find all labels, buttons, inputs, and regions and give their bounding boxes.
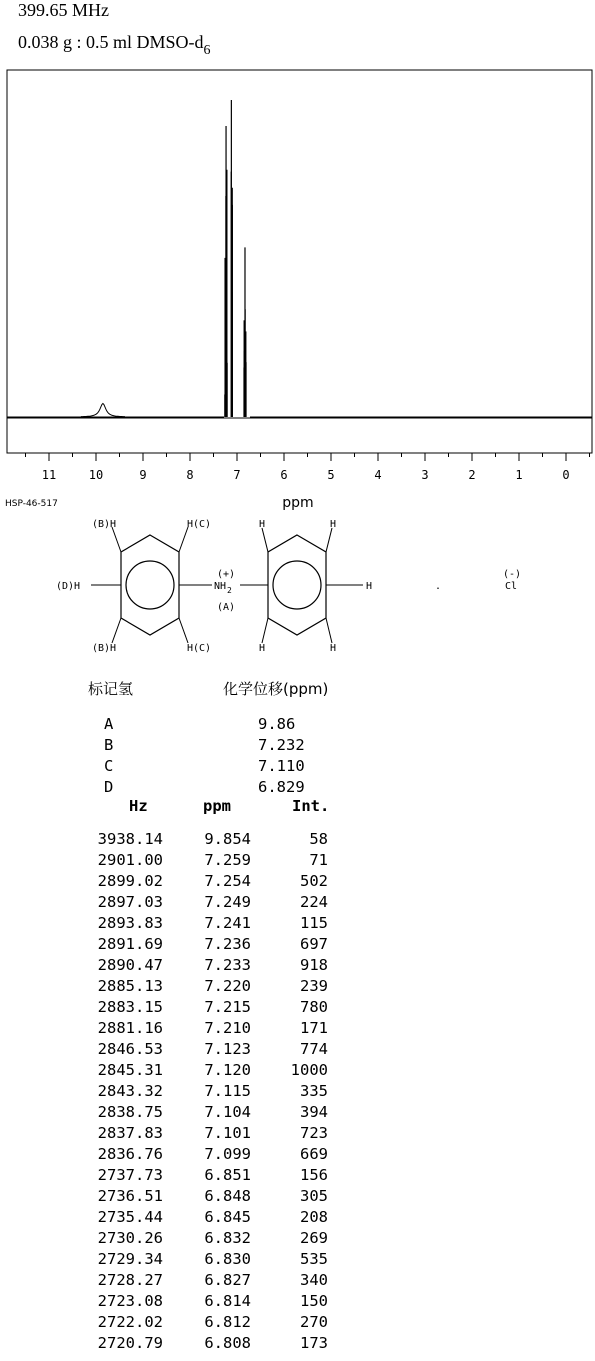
peak-ppm: 9.854: [204, 830, 251, 848]
table-row: [0, 977, 595, 998]
label-h-para: H: [366, 581, 373, 592]
label-c-bottom: H(C): [187, 643, 212, 654]
assignment-shift: 7.110: [258, 757, 305, 775]
bond: [262, 528, 268, 552]
label-cl-charge: (-): [503, 569, 522, 580]
peak-int: 270: [300, 1313, 328, 1331]
assignment-label: B: [104, 736, 114, 754]
peak-hz: 2838.75: [97, 1103, 163, 1121]
table-row: [0, 1145, 595, 1166]
peak-ppm: 7.101: [204, 1124, 251, 1142]
label-d: (D)H: [56, 581, 81, 592]
peak-int: 669: [300, 1145, 328, 1163]
peak-col-ppm: ppm: [203, 797, 231, 815]
peak-int: 173: [300, 1334, 328, 1352]
peak-hz: 2883.15: [97, 998, 163, 1016]
sample-description: [18, 32, 211, 59]
table-row: [0, 1292, 595, 1313]
table-row: [0, 1103, 595, 1124]
table-row: [0, 1082, 595, 1103]
assignment-label: C: [104, 757, 114, 775]
x-tick-label: 10: [88, 468, 104, 482]
peak-ppm: 6.827: [204, 1271, 251, 1289]
label-h-top-left: H: [259, 519, 266, 530]
x-tick-label: 1: [515, 468, 523, 482]
peak-ppm: 7.249: [204, 893, 251, 911]
peak-hz: 2729.34: [97, 1250, 163, 1268]
peak-col-hz: Hz: [129, 797, 148, 815]
assignment-shift: 9.86: [258, 715, 296, 733]
peak-hz: 2843.32: [97, 1082, 163, 1100]
peak-ppm: 7.104: [204, 1103, 251, 1121]
ring-right: [268, 535, 326, 635]
sample-subscript: 6: [203, 43, 211, 58]
assignment-shift: 6.829: [258, 778, 305, 796]
label-h-top-right: H: [330, 519, 337, 530]
peak-ppm: 7.220: [204, 977, 251, 995]
molecule-structure: [0, 510, 595, 660]
table-row: [0, 1187, 595, 1208]
x-tick-label: 11: [41, 468, 57, 482]
peak-hz: 2893.83: [97, 914, 163, 932]
peak-ppm: 7.233: [204, 956, 251, 974]
ring-right-circle: [273, 561, 321, 609]
peak-ppm: 6.814: [204, 1292, 251, 1310]
peak-ppm: 7.259: [204, 851, 251, 869]
label-nh2-sub: 2: [227, 586, 232, 595]
peak-int: 156: [300, 1166, 328, 1184]
peak-int: 58: [309, 830, 328, 848]
peak-ppm: 6.848: [204, 1187, 251, 1205]
peak-hz: 2737.73: [97, 1166, 163, 1184]
table-row: [0, 1040, 595, 1061]
peak-ppm: 6.812: [204, 1313, 251, 1331]
table-row: [0, 1124, 595, 1145]
x-tick-label: 2: [468, 468, 476, 482]
label-nh2: NH: [214, 581, 227, 592]
table-row: [0, 851, 595, 872]
peak-hz: 2837.83: [97, 1124, 163, 1142]
assignment-row: [104, 735, 305, 756]
peak-ppm: 7.123: [204, 1040, 251, 1058]
table-row: [0, 1061, 595, 1082]
peak-ppm: 7.236: [204, 935, 251, 953]
peak-int: 239: [300, 977, 328, 995]
peak-ppm: 6.830: [204, 1250, 251, 1268]
peak-ppm: 7.115: [204, 1082, 251, 1100]
peak-int: 918: [300, 956, 328, 974]
label-b-top: (B)H: [92, 519, 117, 530]
peak-hz: 2885.13: [97, 977, 163, 995]
table-row: [0, 956, 595, 977]
assignment-col-label: 标记氢: [88, 680, 134, 698]
label-nh2-charge: (+): [217, 569, 236, 580]
ring-left: [121, 535, 179, 635]
label-h-bottom-left: H: [259, 643, 266, 654]
spectrometer-frequency: 399.65 MHz: [18, 0, 109, 20]
table-row: [0, 1250, 595, 1271]
label-h-bottom-right: H: [330, 643, 337, 654]
peak-int: 340: [300, 1271, 328, 1289]
label-c-top: H(C): [187, 519, 212, 530]
peak-int: 394: [300, 1103, 328, 1121]
table-row: [0, 998, 595, 1019]
x-axis-ticks: [26, 453, 590, 461]
assignment-table: [104, 714, 305, 798]
bond: [112, 527, 121, 552]
peak-hz: 2735.44: [97, 1208, 163, 1226]
peak-int: 115: [300, 914, 328, 932]
bond: [326, 618, 332, 643]
peak-int: 502: [300, 872, 328, 890]
table-row: [0, 935, 595, 956]
table-row: [0, 872, 595, 893]
peak-int: 150: [300, 1292, 328, 1310]
peak-ppm: 6.808: [204, 1334, 251, 1352]
table-row: [0, 1229, 595, 1250]
assignment-header: [88, 678, 328, 699]
x-tick-label: 9: [139, 468, 147, 482]
peak-hz: 2728.27: [97, 1271, 163, 1289]
peak-ppm: 6.832: [204, 1229, 251, 1247]
bond: [179, 618, 188, 643]
assignment-row: [104, 756, 305, 777]
spectrum-code: HSP-46-517: [5, 499, 58, 509]
peak-ppm: 7.120: [204, 1061, 251, 1079]
peak-hz: 2720.79: [97, 1334, 163, 1352]
peak-hz: 2890.47: [97, 956, 163, 974]
label-a: (A): [217, 602, 236, 613]
nmr-spectrum-chart: [0, 60, 595, 510]
peak-int: 171: [300, 1019, 328, 1037]
bond: [262, 618, 268, 643]
peak-hz: 2730.26: [97, 1229, 163, 1247]
peak-int: 224: [300, 893, 328, 911]
peak-lines: [225, 100, 246, 417]
table-row: [0, 1019, 595, 1040]
peak-hz: 2836.76: [97, 1145, 163, 1163]
assignment-label: A: [104, 715, 114, 733]
table-row: [0, 830, 595, 851]
x-tick-label: 4: [374, 468, 382, 482]
table-row: [0, 1208, 595, 1229]
peak-int: 774: [300, 1040, 328, 1058]
table-row: [0, 914, 595, 935]
x-axis-label: ppm: [282, 495, 314, 510]
x-tick-label: 6: [280, 468, 288, 482]
x-tick-label: 3: [421, 468, 429, 482]
peak-ppm: 7.254: [204, 872, 251, 890]
table-row: [0, 1166, 595, 1187]
assignment-shift: 7.232: [258, 736, 305, 754]
table-row: [0, 1313, 595, 1334]
peak-int: 697: [300, 935, 328, 953]
peak-int: 535: [300, 1250, 328, 1268]
bond: [326, 528, 332, 552]
peak-hz: 2736.51: [97, 1187, 163, 1205]
peak-ppm: 6.851: [204, 1166, 251, 1184]
peak-int: 1000: [290, 1061, 328, 1079]
broad-peak-a: [81, 403, 125, 416]
peak-ppm: 6.845: [204, 1208, 251, 1226]
assignment-col-shift: 化学位移(ppm): [223, 680, 329, 698]
x-tick-label: 7: [233, 468, 241, 482]
peak-hz: 2881.16: [97, 1019, 163, 1037]
peak-hz: 2723.08: [97, 1292, 163, 1310]
peak-int: 780: [300, 998, 328, 1016]
peak-int: 305: [300, 1187, 328, 1205]
peak-ppm: 7.215: [204, 998, 251, 1016]
bond: [179, 527, 188, 552]
assignment-row: [104, 714, 305, 735]
peak-hz: 2845.31: [97, 1061, 163, 1079]
peak-ppm: 7.099: [204, 1145, 251, 1163]
sample-text: 0.038 g : 0.5 ml DMSO-d: [18, 32, 204, 52]
x-tick-label: 8: [186, 468, 194, 482]
peak-int: 335: [300, 1082, 328, 1100]
peak-hz: 2901.00: [97, 851, 163, 869]
peak-int: 208: [300, 1208, 328, 1226]
peak-hz: 2897.03: [97, 893, 163, 911]
peak-hz: 2899.02: [97, 872, 163, 890]
table-row: [0, 893, 595, 914]
peak-int: 71: [309, 851, 328, 869]
peak-hz: 2722.02: [97, 1313, 163, 1331]
ring-left-circle: [126, 561, 174, 609]
bond: [112, 618, 121, 643]
peak-ppm: 7.210: [204, 1019, 251, 1037]
table-row: [0, 1334, 595, 1355]
salt-dot: .: [435, 581, 442, 592]
table-row: [0, 1271, 595, 1292]
x-tick-label: 5: [327, 468, 335, 482]
peak-hz: 2891.69: [97, 935, 163, 953]
label-b-bottom: (B)H: [92, 643, 117, 654]
peak-hz: 3938.14: [97, 830, 163, 848]
peak-col-int: Int.: [292, 797, 330, 815]
peak-int: 723: [300, 1124, 328, 1142]
assignment-row: [104, 777, 305, 798]
x-tick-label: 0: [562, 468, 570, 482]
peak-table: [0, 830, 595, 1355]
x-axis-tick-labels: [42, 468, 570, 482]
peak-ppm: 7.241: [204, 914, 251, 932]
peak-hz: 2846.53: [97, 1040, 163, 1058]
peak-int: 269: [300, 1229, 328, 1247]
plot-frame: [7, 70, 592, 453]
assignment-label: D: [104, 778, 114, 796]
label-cl: Cl: [505, 581, 518, 592]
